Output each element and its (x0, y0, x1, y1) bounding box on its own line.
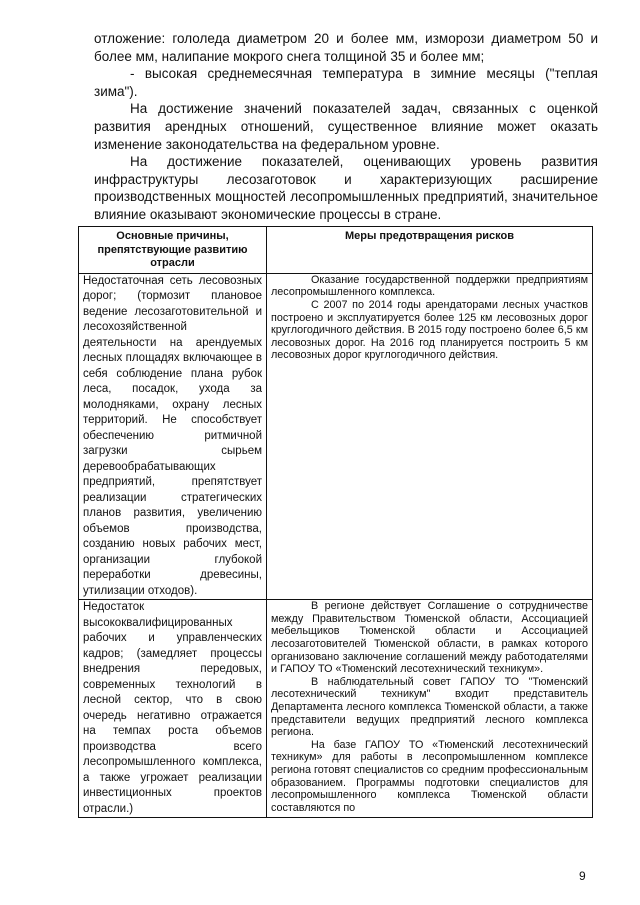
risk-table (78, 226, 593, 818)
measures-cell (267, 273, 593, 600)
table-header-row (79, 227, 593, 274)
cause-cell: Недостаточная сеть лесовозных дорог; (тормозит плановое ведение лесозаготовительной и лесохозяйственной деятельности на арендуемых лесных площадях включающее в себя соблюдение плана рубок леса, посадок, ухода за молодняками, охрану лесных территорий. Не способствует обеспечению ритмичной загрузки сырьем деревообрабатывающих предприятий, препятствует реализации стратегических планов развития, увеличению объемов производства, созданию новых рабочих мест, организации глубокой переработки древесины, утилизации отходов). (79, 273, 267, 600)
intro-paragraph: отложение: гололеда диаметром 20 и более мм, изморози диаметром 50 и более мм, налипание мокрого снега толщиной 35 и более мм; (94, 31, 598, 64)
intro-paragraph: - высокая среднемесячная температура в зимние месяцы ("теплая зима"). (94, 66, 598, 99)
measure-paragraph: Оказание государственной поддержки предприятиям лесопромышленного комплекса. (271, 273, 588, 299)
cause-cell: Недостаток высококвалифицированных рабочих и управленческих кадров; (замедляет процессы внедрения передовых, современных технологий в лесной сектор, что в свою очередь негативно отражается на темпах роста объемов производства всего лесопромышленного комплекса, а также угрожает реализации инвестиционных проектов отрасли.) (79, 600, 267, 818)
intro-paragraph: На достижение показателей, оценивающих уровень развития инфраструктуры лесозаготовок и характеризующих расширение производственных мощностей лесопромышленных предприятий, значительное влияние оказывают экономические процессы в стране. (94, 154, 598, 222)
causes-column-header: Основные причины, препятствующие развитию отрасли (79, 227, 267, 274)
intro-text (94, 30, 598, 224)
measures-cell (267, 600, 593, 818)
measure-paragraph: На базе ГАПОУ ТО «Тюменский лесотехнический техникум» для работы в лесопромышленном комплексе региона готовят специалистов со средним профессиональным образованием. Программы подготовки специалистов для лесопромышленного комплекса Тюменской области составляются по (271, 738, 588, 814)
table-row (79, 600, 593, 818)
measure-paragraph: С 2007 по 2014 годы арендаторами лесных участков построено и эксплуатируется более 125 км лесовозных дорог круглогодичного действия. В 2015 году построено более 6,5 км лесовозных дорог. На 2016 год планируется построить 5 км лесовозных дорог круглогодичного действия. (271, 298, 588, 362)
intro-paragraph: На достижение значений показателей задач, связанных с оценкой развития арендных отношений, существенное влияние может оказать изменение законодательства на федеральном уровне. (94, 101, 598, 152)
measure-paragraph: В наблюдательный совет ГАПОУ ТО "Тюменский лесотехнический техникум" входит представитель Департамента лесного комплекса Тюменской области, а также представители ведущих предприятий лесного комплекса региона. (271, 675, 588, 739)
page-number: 9 (579, 869, 586, 883)
measure-paragraph: В регионе действует Соглашение о сотрудничестве между Правительством Тюменской области, Ассоциацией мебельщиков Тюменской области и Ассоциацией лесозаготовителей Тюменской области, в рамках которого организовано заключение соглашений между работодателями и ГАПОУ ТО «Тюменский лесотехнический техникум». (271, 600, 588, 676)
table-row (79, 273, 593, 600)
measures-column-header: Меры предотвращения рисков (267, 227, 593, 274)
